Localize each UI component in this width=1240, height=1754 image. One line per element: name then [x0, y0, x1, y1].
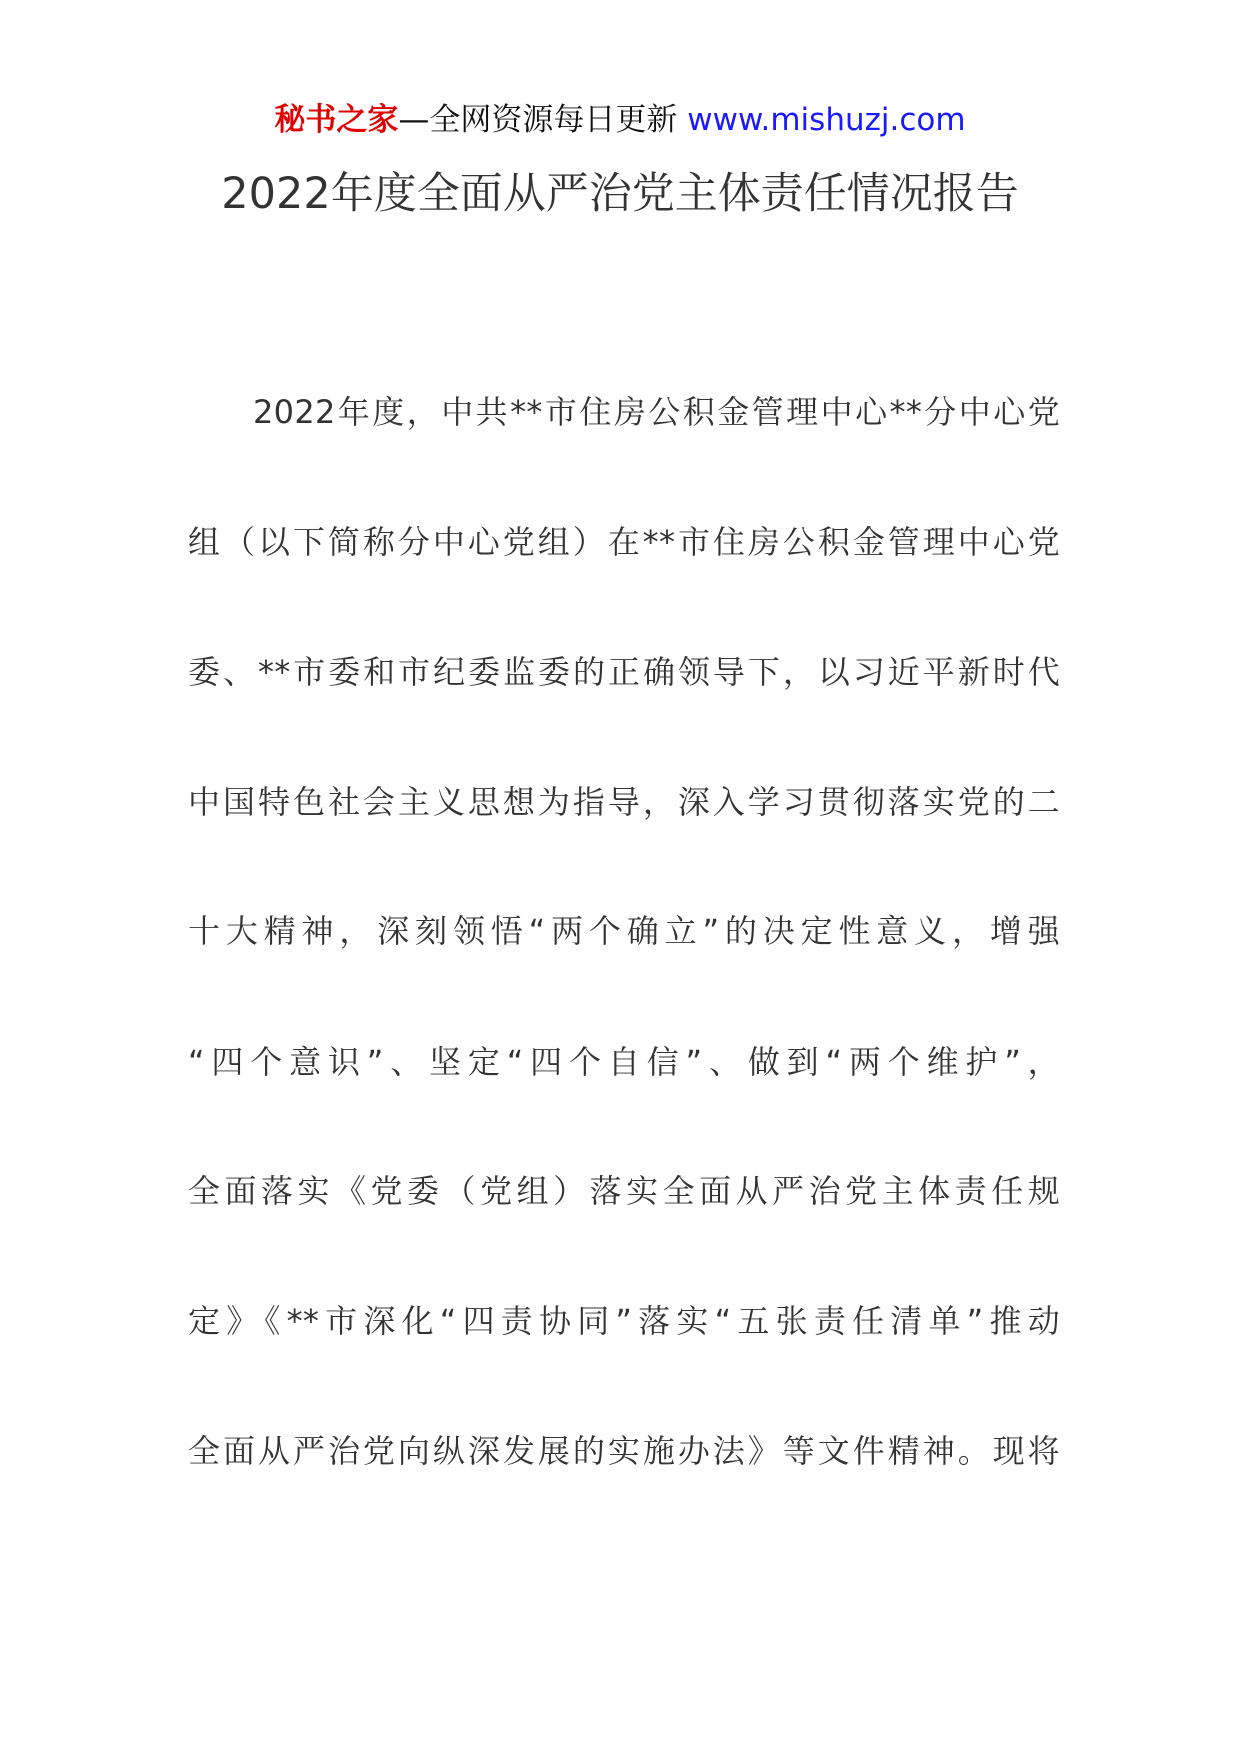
site-url-link[interactable]: www.mishuzj.com	[687, 102, 966, 138]
body-line: 全面从严治党向纵深发展的实施办法》等文件精神。现将	[188, 1432, 1060, 1470]
body-line: 全面落实《党委（党组）落实全面从严治党主体责任规	[188, 1172, 1060, 1210]
body-line: “四个意识”、坚定“四个自信”、做到“两个维护”，	[188, 1043, 1060, 1081]
document-title: 2022年度全面从严治党主体责任情况报告	[221, 169, 1019, 219]
body-line: 十大精神，深刻领悟“两个确立”的决定性意义，增强	[188, 912, 1060, 950]
body-line: 定》《**市深化“四责协同”落实“五张责任清单”推动	[188, 1302, 1060, 1340]
body-line: 2022年度，中共**市住房公积金管理中心**分中心党	[253, 393, 1060, 431]
header-tagline: —全网资源每日更新	[398, 102, 678, 138]
brand-name: 秘书之家	[274, 102, 399, 138]
body-line: 委、**市委和市纪委监委的正确领导下，以习近平新时代	[188, 653, 1060, 691]
body-line: 中国特色社会主义思想为指导，深入学习贯彻落实党的二	[188, 783, 1060, 821]
site-header	[0, 100, 1240, 140]
body-line: 组（以下简称分中心党组）在**市住房公积金管理中心党	[188, 523, 1060, 561]
